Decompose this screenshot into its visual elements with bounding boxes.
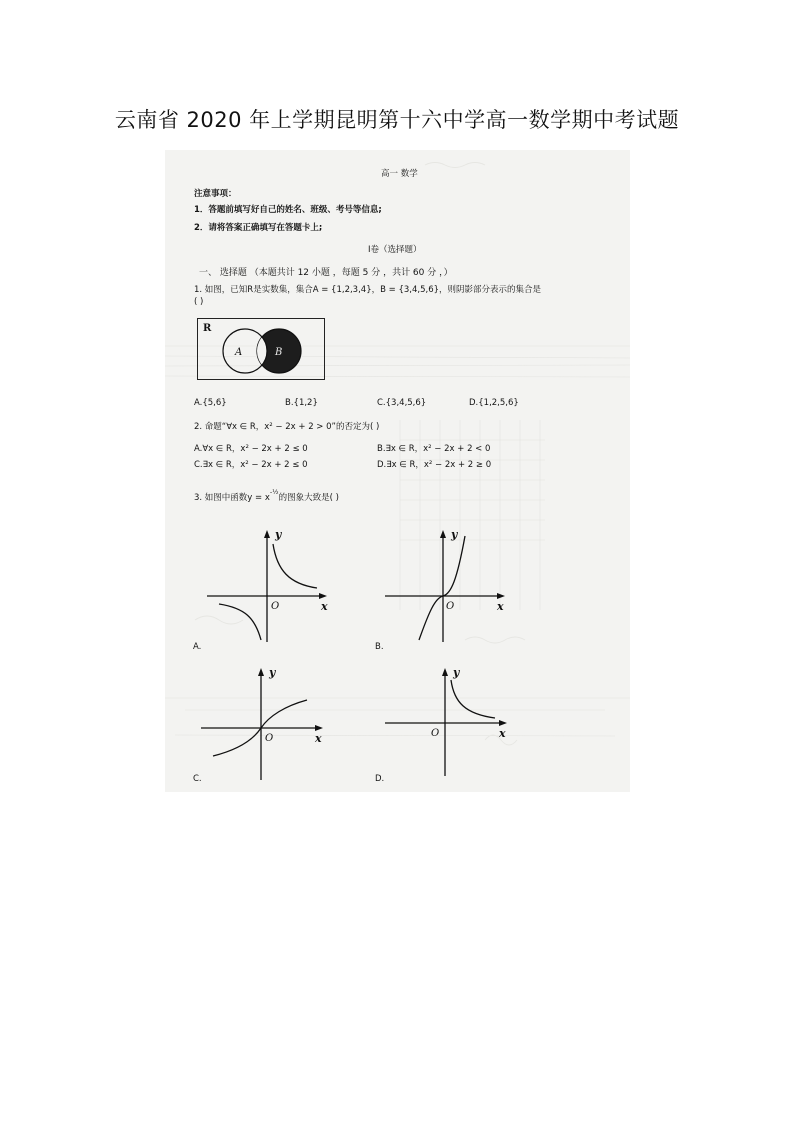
- axis-y-label: y: [453, 666, 460, 679]
- y-axis-arrow: [440, 530, 446, 538]
- section-heading: 一、 选择题 （本题共计 12 小题 ，每题 5 分 ，共计 60 分 ，）: [199, 268, 453, 278]
- question-1-stem: 1. 如图，已知R是实数集，集合A = {1,2,3,4}，B = {3,4,5,6}，则阴影部分表示的集合是: [194, 285, 542, 295]
- notice-item-1: 1．答题前填写好自己的姓名、班级、考号等信息;: [194, 205, 382, 215]
- question-1-option-b: B.{1,2}: [285, 398, 318, 408]
- question-3-exponent: -½: [269, 488, 279, 496]
- cubic-curve: [419, 536, 465, 640]
- axis-y-label: y: [451, 528, 458, 541]
- x-axis-arrow: [319, 593, 327, 599]
- curve-left-branch: [219, 604, 261, 640]
- x-axis-arrow: [497, 593, 505, 599]
- axis-y-label: y: [275, 528, 282, 541]
- graph-option-c: [199, 660, 331, 782]
- axis-x-label: x: [321, 600, 328, 613]
- axis-x-label: x: [497, 600, 504, 613]
- origin-label: O: [446, 601, 455, 612]
- notice-item-2: 2．请将答案正确填写在答题卡上;: [194, 223, 323, 233]
- x-axis-arrow: [499, 720, 507, 726]
- origin-label: O: [431, 728, 440, 739]
- notice-heading: 注意事项：: [194, 189, 237, 199]
- question-2-option-a: A.∀x ∈ R，x² − 2x + 2 ≤ 0: [194, 444, 308, 454]
- volume-heading: Ⅰ卷（选择题）: [368, 245, 422, 255]
- axis-x-label: x: [499, 727, 506, 740]
- question-1-option-c: C.{3,4,5,6}: [377, 398, 427, 408]
- question-2-option-d: D.∃x ∈ R，x² − 2x + 2 ≥ 0: [377, 460, 492, 470]
- axis-x-label: x: [315, 732, 322, 745]
- graph-option-b: [383, 522, 513, 644]
- graph-d-label: D.: [375, 774, 385, 784]
- graph-b-label: B.: [375, 642, 384, 652]
- y-axis-arrow: [258, 668, 264, 676]
- question-2-stem: 2. 命题“∀x ∈ R，x² − 2x + 2 > 0”的否定为( ): [194, 422, 380, 432]
- y-axis-arrow: [442, 668, 448, 676]
- graph-option-d: [383, 660, 515, 782]
- question-3-stem-prefix: 3. 如图中函数y = x: [194, 492, 270, 503]
- y-axis-arrow: [264, 530, 270, 538]
- venn-set-a-label: A: [235, 347, 243, 358]
- question-2-option-c: C.∃x ∈ R，x² − 2x + 2 ≤ 0: [194, 460, 308, 470]
- venn-diagram: [197, 318, 325, 380]
- scanned-exam-page: [165, 150, 630, 792]
- question-2-option-b: B.∃x ∈ R，x² − 2x + 2 < 0: [377, 444, 491, 454]
- graph-option-a: [205, 522, 335, 644]
- question-1-option-a: A.{5,6}: [194, 398, 227, 408]
- question-3-stem-suffix: 的图象大致是( ): [278, 492, 339, 503]
- curve-right-branch: [273, 544, 317, 588]
- question-1-option-d: D.{1,2,5,6}: [469, 398, 519, 408]
- question-3-stem: [194, 490, 339, 503]
- axis-y-label: y: [269, 666, 276, 679]
- x-axis-arrow: [315, 725, 323, 731]
- origin-label: O: [265, 733, 274, 744]
- question-1-answer-paren: ( ): [194, 297, 204, 307]
- curve-positive-branch: [451, 680, 495, 718]
- exam-subject: 高一 数学: [381, 169, 418, 179]
- venn-universe-label: R: [203, 323, 212, 334]
- origin-label: O: [271, 601, 280, 612]
- venn-set-b-label: B: [275, 347, 283, 358]
- graph-a-label: A.: [193, 642, 202, 652]
- graph-c-label: C.: [193, 774, 202, 784]
- page-title: 云南省 2020 年上学期昆明第十六中学高一数学期中考试题: [114, 108, 680, 132]
